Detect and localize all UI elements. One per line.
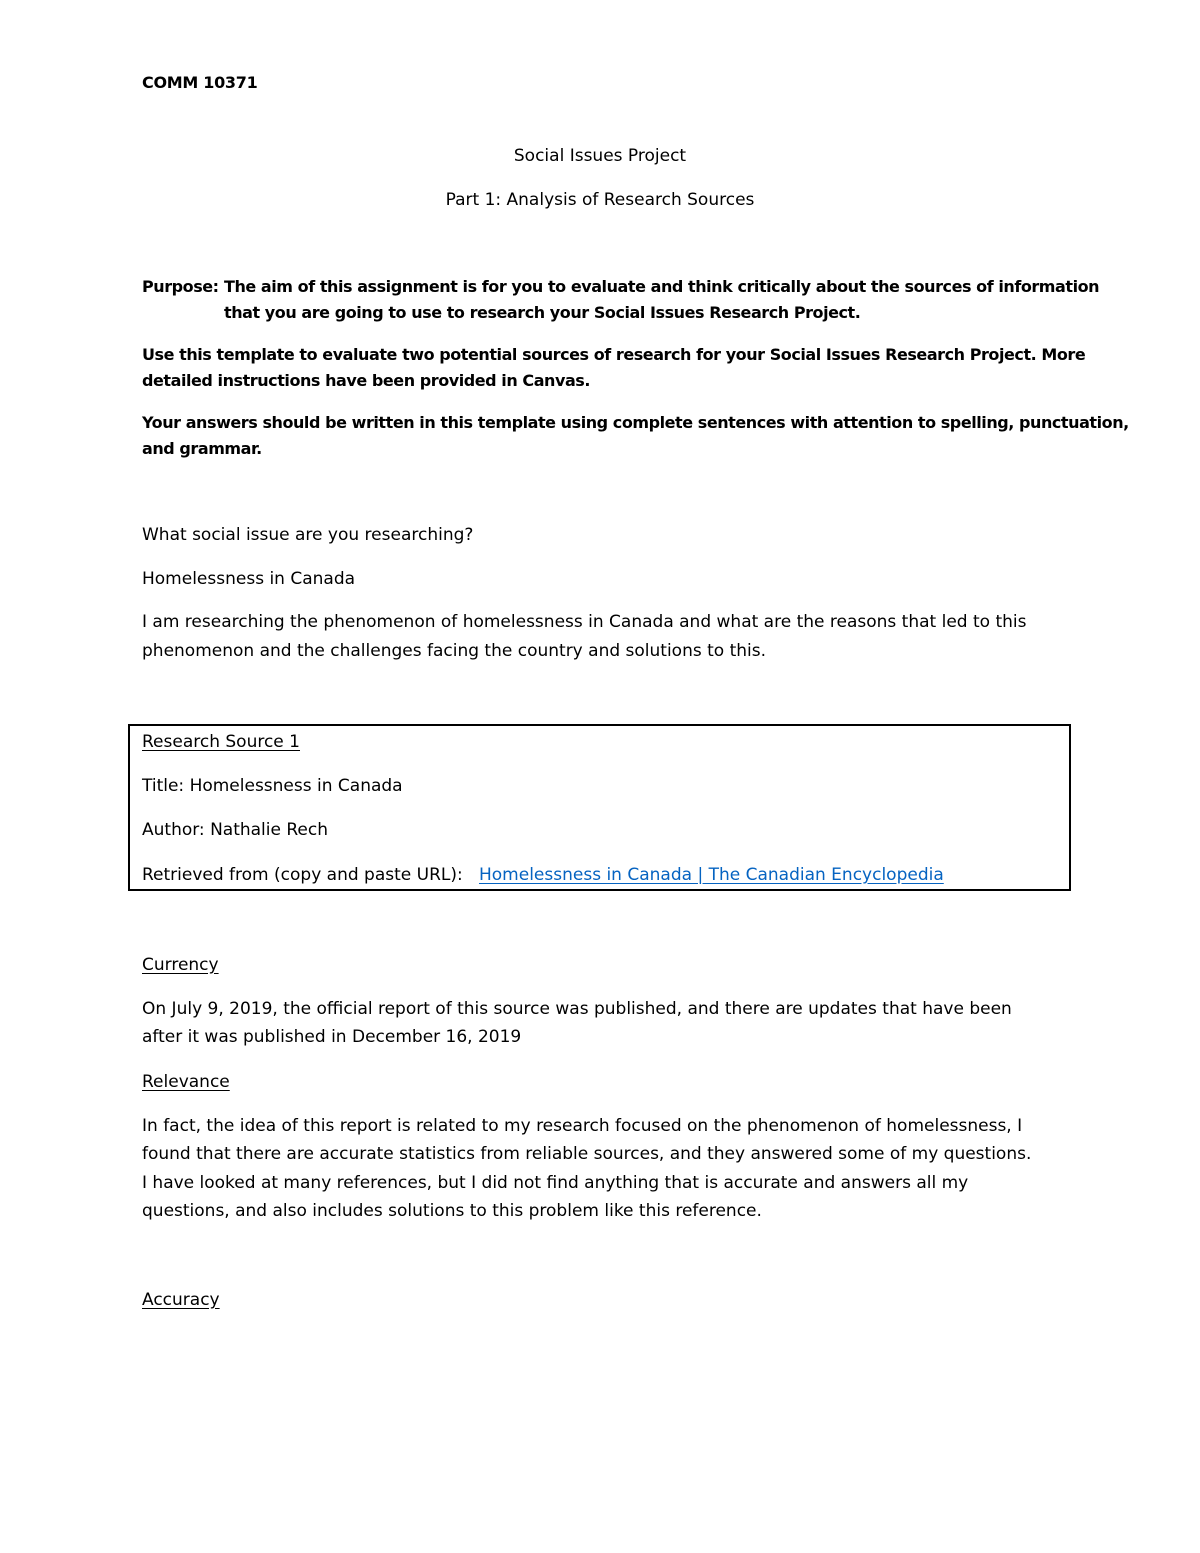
document-subtitle: Part 1: Analysis of Research Sources bbox=[445, 190, 755, 210]
research-source-heading: Research Source 1 bbox=[142, 732, 300, 752]
answers-instruction-line1: Your answers should be written in this template using complete sentences with attention to spelling, punctuation, bbox=[142, 413, 1129, 432]
accuracy-heading: Accuracy bbox=[142, 1290, 220, 1310]
answers-instruction-line2: and grammar. bbox=[142, 439, 262, 458]
question-description-line2: phenomenon and the challenges facing the country and solutions to this. bbox=[142, 641, 767, 661]
question-prompt: What social issue are you researching? bbox=[142, 525, 474, 545]
currency-heading: Currency bbox=[142, 955, 219, 975]
source-link[interactable]: Homelessness in Canada | The Canadian Encyclopedia bbox=[479, 865, 944, 885]
question-topic: Homelessness in Canada bbox=[142, 569, 356, 589]
source-author: Author: Nathalie Rech bbox=[142, 820, 328, 840]
relevance-text-line2: found that there are accurate statistics from reliable sources, and they answered some of my questions. bbox=[142, 1144, 1032, 1164]
purpose-text-line1: The aim of this assignment is for you to evaluate and think critically about the sources of information bbox=[224, 277, 1100, 296]
template-instruction-line2: detailed instructions have been provided in Canvas. bbox=[142, 371, 591, 390]
relevance-text-line3: I have looked at many references, but I did not find anything that is accurate and answers all my bbox=[142, 1173, 969, 1193]
relevance-text-line4: questions, and also includes solutions to this problem like this reference. bbox=[142, 1201, 762, 1221]
currency-text-line1: On July 9, 2019, the official report of this source was published, and there are updates that have been bbox=[142, 999, 1012, 1019]
currency-text-line2: after it was published in December 16, 2019 bbox=[142, 1027, 522, 1047]
document-title: Social Issues Project bbox=[513, 146, 687, 166]
template-instruction-line1: Use this template to evaluate two potential sources of research for your Social Issues Research Project. More bbox=[142, 345, 1086, 364]
relevance-heading: Relevance bbox=[142, 1072, 230, 1092]
purpose-label: Purpose: bbox=[142, 277, 219, 296]
purpose-text-line2: that you are going to use to research your Social Issues Research Project. bbox=[224, 303, 861, 322]
source-title: Title: Homelessness in Canada bbox=[142, 776, 403, 796]
source-retrieved-label: Retrieved from (copy and paste URL): bbox=[142, 865, 463, 885]
course-code: COMM 10371 bbox=[142, 73, 258, 92]
question-description-line1: I am researching the phenomenon of homelessness in Canada and what are the reasons that led to this bbox=[142, 612, 1027, 632]
relevance-text-line1: In fact, the idea of this report is related to my research focused on the phenomenon of homelessness, I bbox=[142, 1116, 1023, 1136]
